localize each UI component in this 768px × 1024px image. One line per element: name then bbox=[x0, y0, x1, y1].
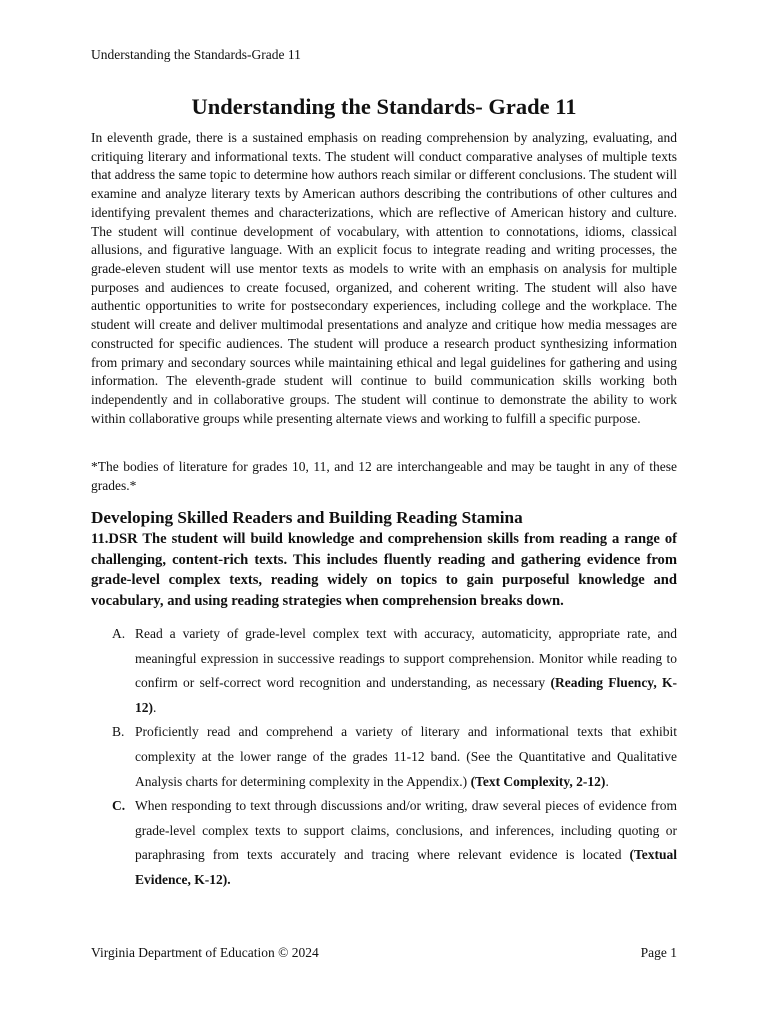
item-text: When responding to text through discussions and/or writing, draw several pieces of evidence from grade-level complex texts to support claims, conclusions, and inferences, including quoting or paraphrasing from texts accurately and tracing where relevant evidence is located bbox=[135, 798, 677, 863]
standard-items-list bbox=[91, 622, 677, 893]
literature-note: *The bodies of literature for grades 10, 11, and 12 are interchangeable and may be taught in any of these grades.* bbox=[91, 459, 677, 493]
item-reference: (Textual Evidence, K-12). bbox=[135, 847, 677, 887]
footer-copyright: Virginia Department of Education © 2024 bbox=[91, 945, 319, 960]
running-header: Understanding the Standards-Grade 11 bbox=[91, 47, 301, 62]
list-marker: A. bbox=[112, 626, 126, 641]
item-text: Proficiently read and comprehend a variety of literary and informational texts that exhibit complexity at the lower range of the grades 11-12 band. (See the Quantitative and Qualitative Analysis charts for determining complexity in the Appendix.) bbox=[135, 724, 677, 789]
list-item bbox=[91, 720, 677, 794]
item-reference: (Text Complexity, 2-12) bbox=[470, 773, 606, 789]
section-heading: Developing Skilled Readers and Building Reading Stamina bbox=[91, 508, 523, 527]
list-item bbox=[91, 622, 677, 720]
list-item bbox=[91, 794, 677, 892]
document-title: Understanding the Standards- Grade 11 bbox=[191, 94, 577, 119]
list-marker: B. bbox=[112, 724, 125, 740]
list-marker: C. bbox=[112, 798, 126, 814]
item-reference: (Reading Fluency, K-12) bbox=[135, 675, 677, 715]
intro-paragraph: In eleventh grade, there is a sustained emphasis on reading comprehension by analyzing, evaluating, and critiquing literary and informational texts. The student will conduct comparative analyses of multiple texts that address the same topic to determine how authors reach similar or different conclusions. The student will examine and analyze literary texts by American authors describing the contributions of other cultures and identifying prevalent themes and characterizations, which are reflective of American history and culture. The student will continue development of vocabulary, with attention to connotations, idioms, classical allusions, and figurative language. With an explicit focus to integrate reading and writing processes, the grade-eleven student will use mentor texts as models to write with an emphasis on analysis for multiple purposes and audiences to create focused, organized, and coherent writing. The student will also have authentic opportunities to write for postsecondary experiences, including college and the workplace. The student will create and deliver multimodal presentations and analyze and critique how media messages are constructed for specific audiences. The student will produce a research product synthesizing information from primary and secondary sources while maintaining ethical and legal guidelines for gathering and using information. The eleventh-grade student will continue to build communication skills working both independently and in collaborative groups. The student will continue to demonstrate the ability to work within collaborative groups while presenting alternate views and working to fulfill a specific purpose. bbox=[91, 130, 677, 426]
footer-page-number: Page 1 bbox=[640, 945, 677, 960]
item-tail: . bbox=[153, 699, 157, 715]
item-text: Read a variety of grade-level complex text with accuracy, automaticity, appropriate rate, and meaningful expression in successive readings to support comprehension. Monitor while reading to confirm or self-correct word recognition and understanding, as necessary bbox=[135, 626, 677, 691]
item-tail: . bbox=[605, 773, 609, 789]
standard-statement: 11.DSR The student will build knowledge and comprehension skills from reading a range of challenging, content-rich texts. This includes fluently reading and gathering evidence from grade-level complex texts, reading widely on topics to gain purposeful knowledge and vocabulary, and using reading strategies when comprehension breaks down. bbox=[91, 531, 677, 609]
